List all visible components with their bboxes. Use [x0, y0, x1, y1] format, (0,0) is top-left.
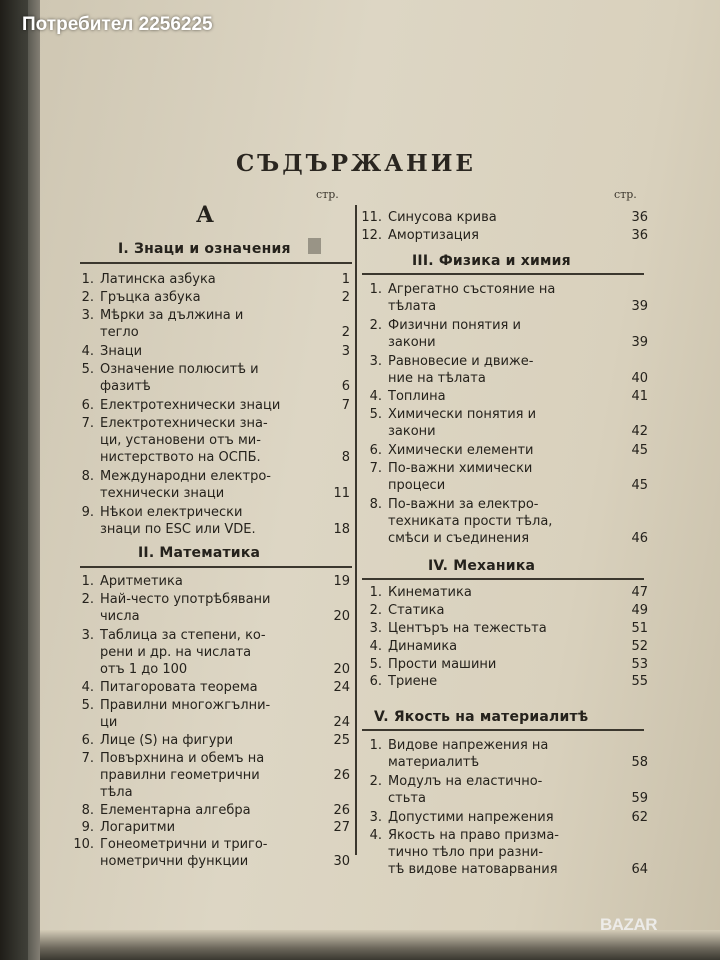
brand-watermark: BAZAR: [600, 915, 657, 934]
toc-entry: 8. Международни електро- технически знаци 11: [81, 469, 350, 501]
toc-entry: 4. Питагоровата теорема 24: [81, 680, 350, 695]
toc-entry: 6. Триене 55: [369, 674, 648, 689]
section-heading-2: II. Математика: [138, 545, 261, 561]
section-rule-4: [362, 578, 644, 580]
toc-entry: 6. Химически елементи 45: [369, 443, 648, 458]
section-rule-5: [362, 729, 644, 731]
section-heading-4: IV. Механика: [428, 558, 536, 574]
toc-entry: 2. Статика 49: [369, 603, 648, 618]
toc-entry: 6. Лице (S) на фигури 25: [81, 733, 350, 748]
toc-entry: 2. Физични понятия и закони 39: [369, 318, 648, 350]
toc-entry: 8. Елементарна алгебра 26: [81, 803, 350, 818]
toc-entry: 3. Равновесие и движе- ние на тѣлата 40: [369, 354, 648, 386]
user-watermark: Потребител 2256225: [22, 14, 213, 35]
toc-entry: 8. По-важни за електро- техниката прости тѣла, смѣси и съединения 46: [369, 497, 648, 546]
toc-entry: 5. Означение полюситѣ и фазитѣ 6: [81, 362, 350, 394]
ink-stamp-mark: [308, 238, 321, 254]
toc-entry: 7. По-важни химически процеси 45: [369, 461, 648, 493]
section-heading-1: I. Знаци и означения: [118, 241, 291, 257]
toc-entry: 3. Центъръ на тежестьта 51: [369, 621, 648, 636]
toc-entry: 1. Латинска азбука 1: [81, 272, 350, 287]
toc-entry: 12. Амортизация 36: [361, 228, 648, 243]
toc-entry: 2. Гръцка азбука 2: [81, 290, 350, 305]
page-column-label-right: стр.: [614, 188, 637, 201]
toc-entry: 4. Знаци 3: [81, 344, 350, 359]
toc-entry: 4. Динамика 52: [369, 639, 648, 654]
page-title: СЪДЪРЖАНИЕ: [236, 150, 476, 177]
toc-entry: 7. Повърхнина и обемъ на правилни геометрични тѣла 26: [81, 751, 350, 800]
section-heading-5: V. Якость на материалитѣ: [374, 709, 589, 725]
toc-entry: 1. Видове напрежения на материалитѣ 58: [369, 738, 648, 770]
section-rule-1: [80, 262, 352, 264]
section-rule-3: [362, 273, 644, 275]
toc-entry: 4. Якость на право призма- тично тѣло при разни- тѣ видове натоварвания 64: [369, 828, 648, 877]
toc-entry: 5. Правилни многожгълни- ци 24: [81, 698, 350, 730]
toc-entry: 3. Мѣрки за дължина и тегло 2: [81, 308, 350, 340]
column-divider: [355, 205, 357, 855]
toc-entry: 7. Електротехнически зна- ци, установени отъ ми- нистерството на ОСПБ. 8: [81, 416, 350, 465]
toc-entry: 3. Допустими напрежения 62: [369, 810, 648, 825]
page-column-label-left: стр.: [316, 188, 339, 201]
toc-entry: 3. Таблица за степени, ко- рени и др. на числата отъ 1 до 100 20: [81, 628, 350, 677]
toc-entry: 4. Топлина 41: [369, 389, 648, 404]
toc-entry: 1. Кинематика 47: [369, 585, 648, 600]
toc-entry: 11. Синусова крива 36: [361, 210, 648, 225]
section-rule-2: [80, 566, 352, 568]
toc-entry: 1. Аритметика 19: [81, 574, 350, 589]
section-heading-3: III. Физика и химия: [412, 253, 571, 269]
toc-entry: 2. Модулъ на еластично- стьта 59: [369, 774, 648, 806]
toc-entry: 10. Гонеометрични и триго- нометрични функции 30: [73, 837, 350, 869]
toc-entry: 6. Електротехнически знаци 7: [81, 398, 350, 413]
toc-entry: 2. Най-често употрѣбявани числа 20: [81, 592, 350, 624]
toc-entry: 5. Химически понятия и закони 42: [369, 407, 648, 439]
toc-entry: 9. Нѣкои електрически знаци по ESC или VDE. 18: [81, 505, 350, 537]
toc-entry: 1. Агрегатно състояние на тѣлата 39: [369, 282, 648, 314]
toc-entry: 9. Логаритми 27: [81, 820, 350, 835]
toc-entry: 5. Прости машини 53: [369, 657, 648, 672]
section-letter: А: [196, 202, 214, 228]
